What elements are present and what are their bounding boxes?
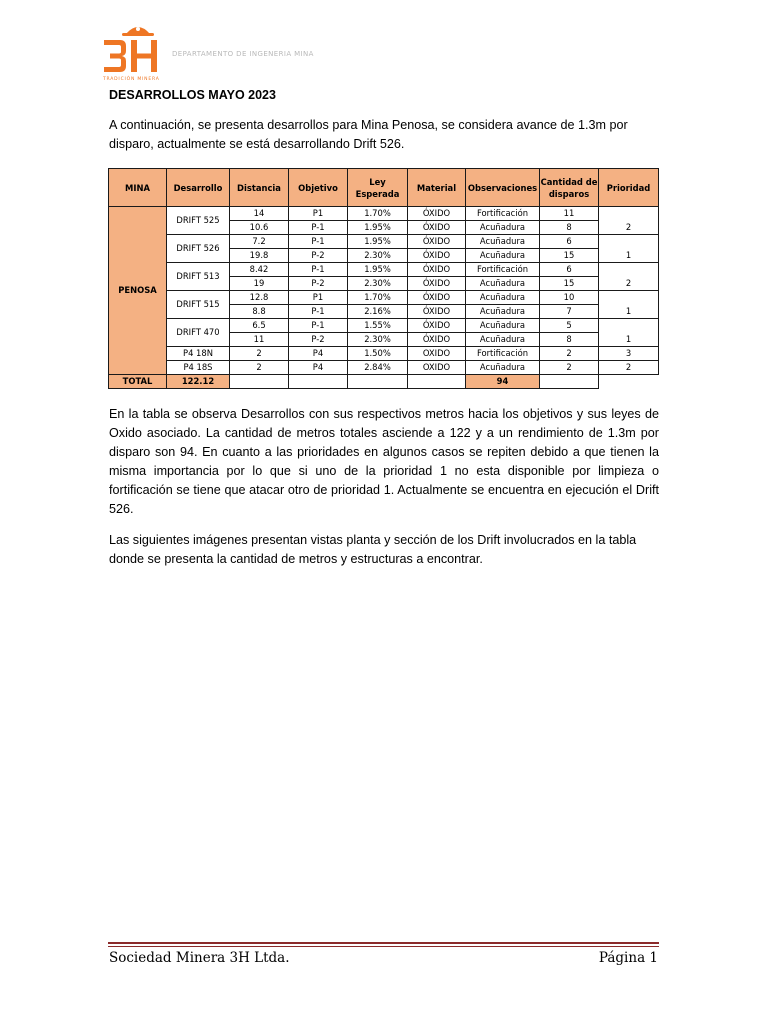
table-cell: P-2 xyxy=(289,333,348,347)
table-cell: Acuñadura xyxy=(466,361,540,375)
intro-paragraph: A continuación, se presenta desarrollos para Mina Penosa, se considera avance de 1.3m por disparo, actualmente se está desarrollando Drift 526. xyxy=(109,118,628,151)
table-cell: ÓXIDO xyxy=(408,221,466,235)
table-cell: P-2 xyxy=(289,249,348,263)
column-header: Objetivo xyxy=(289,169,348,207)
priority-cell: 1 xyxy=(599,291,659,319)
empty-cell xyxy=(289,375,348,389)
table-cell: ÓXIDO xyxy=(408,319,466,333)
table-cell: 7 xyxy=(540,305,599,319)
table-cell: 1.95% xyxy=(348,221,408,235)
mine-cell: PENOSA xyxy=(109,207,167,375)
column-header: Observaciones xyxy=(466,169,540,207)
table-cell: 1.95% xyxy=(348,263,408,277)
table-cell: ÓXIDO xyxy=(408,305,466,319)
table-cell: 10 xyxy=(540,291,599,305)
table-cell: 2 xyxy=(230,347,289,361)
table-cell: ÓXIDO xyxy=(408,235,466,249)
development-name-cell: DRIFT 513 xyxy=(167,263,230,291)
table-row xyxy=(109,207,659,221)
3h-mining-helmet-logo-icon xyxy=(98,20,164,82)
table-row xyxy=(109,319,659,333)
table-cell: 8 xyxy=(540,333,599,347)
table-cell: 15 xyxy=(540,277,599,291)
table-cell: Fortificación xyxy=(466,263,540,277)
column-header: MINA xyxy=(109,169,167,207)
empty-cell xyxy=(230,375,289,389)
development-name-cell: P4 18N xyxy=(167,347,230,361)
table-cell: Acuñadura xyxy=(466,291,540,305)
table-cell: 1.70% xyxy=(348,291,408,305)
table-cell: P4 xyxy=(289,347,348,361)
table-cell: P-1 xyxy=(289,221,348,235)
table-cell: 2 xyxy=(540,347,599,361)
table-cell: 2.84% xyxy=(348,361,408,375)
table-cell: 1.70% xyxy=(348,207,408,221)
table-cell: Acuñadura xyxy=(466,221,540,235)
table-cell: Acuñadura xyxy=(466,333,540,347)
table-cell: 2 xyxy=(540,361,599,375)
table-cell: ÓXIDO xyxy=(408,263,466,277)
table-cell: 8.8 xyxy=(230,305,289,319)
total-label: TOTAL xyxy=(109,375,167,389)
table-cell: P1 xyxy=(289,291,348,305)
priority-cell: 1 xyxy=(599,235,659,263)
table-cell: 8.42 xyxy=(230,263,289,277)
table-cell: P-2 xyxy=(289,277,348,291)
table-cell: 2.16% xyxy=(348,305,408,319)
table-cell: P1 xyxy=(289,207,348,221)
department-label: DEPARTAMENTO DE INGENERIA MINA xyxy=(172,50,314,58)
table-cell: P4 xyxy=(289,361,348,375)
table-cell: 10.6 xyxy=(230,221,289,235)
column-header: Desarrollo xyxy=(167,169,230,207)
development-name-cell: DRIFT 515 xyxy=(167,291,230,319)
table-cell: 6 xyxy=(540,263,599,277)
column-header: Ley Esperada xyxy=(348,169,408,207)
table-cell: P-1 xyxy=(289,305,348,319)
company-logo xyxy=(98,20,164,82)
table-cell: 11 xyxy=(540,207,599,221)
document-title: DESARROLLOS MAYO 2023 xyxy=(109,88,276,102)
column-header: Material xyxy=(408,169,466,207)
table-cell: 1.50% xyxy=(348,347,408,361)
empty-cell xyxy=(408,375,466,389)
developments-table xyxy=(108,168,659,389)
table-cell: Fortificación xyxy=(466,207,540,221)
table-cell: ÓXIDO xyxy=(408,249,466,263)
table-cell: Acuñadura xyxy=(466,319,540,333)
table-cell: Acuñadura xyxy=(466,249,540,263)
priority-cell: 2 xyxy=(599,361,659,375)
table-row xyxy=(109,263,659,277)
development-name-cell: DRIFT 526 xyxy=(167,235,230,263)
table-cell: ÓXIDO xyxy=(408,333,466,347)
table-cell: ÓXIDO xyxy=(408,277,466,291)
total-row xyxy=(109,375,659,389)
table-cell: 6.5 xyxy=(230,319,289,333)
table-header-row xyxy=(109,169,659,207)
table-cell: 7.2 xyxy=(230,235,289,249)
table-cell: ÓXIDO xyxy=(408,291,466,305)
footer-company: Sociedad Minera 3H Ltda. xyxy=(109,950,290,966)
table-cell: 8 xyxy=(540,221,599,235)
table-cell: P-1 xyxy=(289,235,348,249)
table-row xyxy=(109,235,659,249)
priority-cell: 2 xyxy=(599,263,659,291)
priority-cell: 3 xyxy=(599,347,659,361)
table-cell: P-1 xyxy=(289,319,348,333)
column-header: Cantidad de disparos xyxy=(540,169,599,207)
empty-cell xyxy=(348,375,408,389)
table-cell: Acuñadura xyxy=(466,305,540,319)
development-name-cell: P4 18S xyxy=(167,361,230,375)
table-cell: Acuñadura xyxy=(466,235,540,249)
table-cell: ÓXIDO xyxy=(408,207,466,221)
table-cell: 6 xyxy=(540,235,599,249)
table-cell: 1.55% xyxy=(348,319,408,333)
priority-cell: 1 xyxy=(599,319,659,347)
footer-rule xyxy=(108,942,659,944)
table-cell: 2.30% xyxy=(348,277,408,291)
table-row xyxy=(109,291,659,305)
table-cell: 19.8 xyxy=(230,249,289,263)
table-row xyxy=(109,347,659,361)
table-cell: OXIDO xyxy=(408,361,466,375)
table-cell: Fortificación xyxy=(466,347,540,361)
table-cell: 2 xyxy=(230,361,289,375)
page-number: Página 1 xyxy=(598,950,658,966)
development-name-cell: DRIFT 525 xyxy=(167,207,230,235)
table-cell: P-1 xyxy=(289,263,348,277)
total-distance: 122.12 xyxy=(167,375,230,389)
column-header: Distancia xyxy=(230,169,289,207)
table-cell: 19 xyxy=(230,277,289,291)
images-intro-paragraph: Las siguientes imágenes presentan vistas planta y sección de los Drift involucrados en la tabla donde se presenta la cantidad de metros y estructuras a encontrar. xyxy=(109,533,637,566)
empty-cell xyxy=(540,375,599,389)
table-cell: 2.30% xyxy=(348,249,408,263)
column-header: Prioridad xyxy=(599,169,659,207)
table-cell: Acuñadura xyxy=(466,277,540,291)
table-row xyxy=(109,361,659,375)
table-cell: 14 xyxy=(230,207,289,221)
development-name-cell: DRIFT 470 xyxy=(167,319,230,347)
total-shots: 94 xyxy=(466,375,540,389)
table-cell: 11 xyxy=(230,333,289,347)
table-cell: 5 xyxy=(540,319,599,333)
analysis-paragraph: En la tabla se observa Desarrollos con sus respectivos metros hacia los objetivos y sus leyes de Oxido asociado. La cantidad de metros totales asciende a 122 y a un rendimiento de 1.3m por disparo son 94. En cuanto a las prioridades en algunos casos se repiten debido a que tienen la misma importancia por lo que si uno de la prioridad 1 no esta disponible por limpieza o fortificación se tiene que atacar otro de prioridad 1. Actualmente se encuentra en ejecución el Drift 526. xyxy=(109,407,659,516)
footer-rule-thin xyxy=(108,946,659,947)
table-cell: 15 xyxy=(540,249,599,263)
svg-text:TRADICIÓN MINERA: TRADICIÓN MINERA xyxy=(103,77,160,82)
table-cell: 12.8 xyxy=(230,291,289,305)
priority-cell: 2 xyxy=(599,207,659,235)
table-cell: 1.95% xyxy=(348,235,408,249)
table-cell: OXIDO xyxy=(408,347,466,361)
table-cell: 2.30% xyxy=(348,333,408,347)
